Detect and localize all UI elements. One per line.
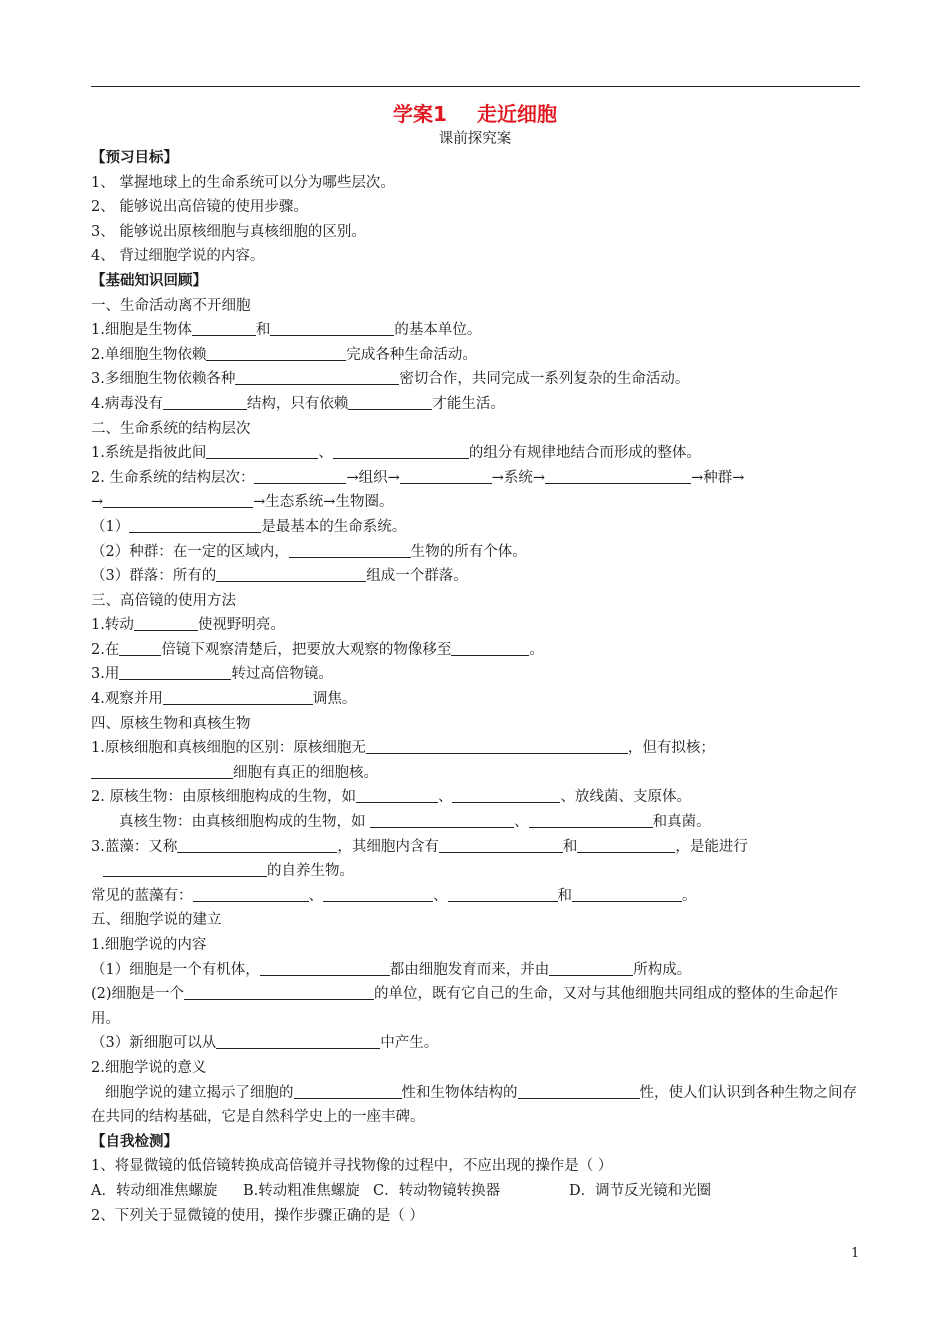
answer-blank[interactable] (119, 663, 231, 680)
fill-line: 2.在 倍镜下观察清楚后，把要放大观察的物像移至 。 (91, 638, 861, 663)
answer-blank[interactable] (356, 786, 438, 803)
fill-line: 真核生物：由真核细胞构成的生物，如 、 和真菌。 (91, 810, 861, 835)
fill-line: 2. 生命系统的结构层次： →组织→ →系统→ →种群→ (91, 466, 861, 491)
document-body (91, 146, 861, 1228)
sub-title: 1.细胞学说的内容 (91, 937, 207, 953)
answer-blank[interactable] (216, 565, 366, 582)
answer-blank[interactable] (177, 836, 337, 853)
answer-blank[interactable] (192, 319, 256, 336)
fill-line: 3.用 转过高倍物镜。 (91, 662, 861, 687)
fill-line: (2)细胞是一个 的单位，既有它自己的生命，又对与其他细胞共同组成的整体的生命起作用。 (91, 982, 861, 1031)
goal-item: 2、 能够说出高倍镜的使用步骤。 (91, 199, 308, 216)
part-title: 二、生命系统的结构层次 (91, 420, 251, 437)
part-title: 一、生命活动离不开细胞 (91, 297, 251, 314)
question: 1、将显微镜的低倍镜转换成高倍镜并寻找物像的过程中，不应出现的操作是（ ） (91, 1158, 613, 1175)
answer-blank[interactable] (366, 737, 628, 754)
fill-line: 2. 原核生物：由原核细胞构成的生物，如 、 、放线菌、支原体。 (91, 785, 861, 810)
answer-blank[interactable] (518, 1082, 640, 1099)
answer-blank[interactable] (103, 491, 253, 508)
answer-blank[interactable] (235, 368, 399, 385)
answer-blank[interactable] (439, 836, 563, 853)
page-title: 学案1 走近细胞 (393, 102, 557, 126)
question: 2、下列关于显微镜的使用，操作步骤正确的是（ ） (91, 1207, 424, 1224)
fill-line: （3）群落：所有的 组成一个群落。 (91, 564, 861, 589)
answer-blank[interactable] (260, 959, 390, 976)
answer-blank[interactable] (163, 393, 247, 410)
answer-blank[interactable] (323, 885, 433, 902)
goal-item: 4、 背过细胞学说的内容。 (91, 248, 265, 265)
part-title: 四、原核生物和真核生物 (91, 715, 251, 732)
option-d[interactable]: D．调节反光镜和光圈 (569, 1182, 712, 1199)
part-title: 三、高倍镜的使用方法 (91, 592, 236, 609)
sub-title: 2.细胞学说的意义 (91, 1059, 207, 1076)
answer-blank[interactable] (333, 442, 469, 459)
answer-blank[interactable] (370, 811, 514, 828)
answer-blank[interactable] (348, 393, 432, 410)
answer-blank[interactable] (254, 467, 346, 484)
fill-line: → →生态系统→生物圈。 (91, 490, 861, 515)
fill-line: 细胞学说的建立揭示了细胞的 性和生物体结构的 性，使人们认识到各种生物之间存在共同的结构基础，它是自然科学史上的一座丰碑。 (91, 1081, 861, 1130)
fill-line: 1.细胞是生物体 和 的基本单位。 (91, 318, 861, 343)
section-heading-self-test: 【自我检测】 (91, 1133, 178, 1150)
fill-line: 3.多细胞生物依赖各种 密切合作，共同完成一系列复杂的生命活动。 (91, 367, 861, 392)
header-rule (91, 86, 860, 87)
goal-item: 1、 掌握地球上的生命系统可以分为哪些层次。 (91, 174, 395, 191)
answer-blank[interactable] (206, 344, 346, 361)
page-subtitle: 课前探究案 (438, 131, 512, 147)
answer-blank[interactable] (529, 811, 653, 828)
option-a[interactable]: A．转动细准焦螺旋 (91, 1182, 218, 1199)
answer-blank[interactable] (184, 983, 374, 1000)
section-heading-goals: 【预习目标】 (91, 150, 178, 166)
answer-blank[interactable] (134, 614, 198, 631)
fill-line: （1） 是最基本的生命系统。 (91, 515, 861, 540)
answer-blank[interactable] (400, 467, 492, 484)
fill-line: 3.蓝藻：又称 ，其细胞内含有 和 ，是能进行 (91, 835, 861, 860)
fill-line: 2.单细胞生物依赖 完成各种生命活动。 (91, 343, 861, 368)
fill-line: 4.观察并用 调焦。 (91, 687, 861, 712)
answer-blank[interactable] (270, 319, 394, 336)
answer-blank[interactable] (216, 1032, 380, 1049)
option-b[interactable]: B.转动粗准焦螺旋 (243, 1182, 360, 1199)
answer-blank[interactable] (103, 860, 267, 877)
answer-blank[interactable] (549, 959, 633, 976)
fill-line: 细胞有真正的细胞核。 (91, 761, 861, 786)
fill-line: 1.转动 使视野明亮。 (91, 613, 861, 638)
answer-blank[interactable] (193, 885, 309, 902)
answer-blank[interactable] (452, 786, 560, 803)
fill-line: 的自养生物。 (91, 859, 861, 884)
answer-blank[interactable] (129, 516, 261, 533)
fill-line: （2）种群：在一定的区域内， 生物的所有个体。 (91, 540, 861, 565)
fill-line: （3）新细胞可以从 中产生。 (91, 1031, 861, 1056)
answer-blank[interactable] (545, 467, 691, 484)
fill-line: 4.病毒没有 结构，只有依赖 才能生活。 (91, 392, 861, 417)
answer-blank[interactable] (572, 885, 682, 902)
fill-line: （1）细胞是一个有机体， 都由细胞发育而来，并由 所构成。 (91, 958, 861, 983)
answer-blank[interactable] (448, 885, 558, 902)
option-c[interactable]: C．转动物镜转换器 (373, 1182, 501, 1199)
part-title: 五、细胞学说的建立 (91, 912, 222, 929)
goal-item: 3、 能够说出原核细胞与真核细胞的区别。 (91, 223, 366, 240)
answer-blank[interactable] (119, 639, 161, 656)
answer-blank[interactable] (577, 836, 675, 853)
answer-blank[interactable] (91, 762, 233, 779)
fill-line: 1.原核细胞和真核细胞的区别：原核细胞无 ，但有拟核； (91, 736, 861, 761)
answer-blank[interactable] (451, 639, 529, 656)
answer-blank[interactable] (294, 1082, 402, 1099)
answer-blank[interactable] (289, 541, 411, 558)
page-number: 1 (851, 1246, 860, 1261)
answer-blank[interactable] (163, 688, 313, 705)
fill-line: 1.系统是指彼此间 、 的组分有规律地结合而形成的整体。 (91, 441, 861, 466)
question-options (91, 1179, 861, 1204)
answer-blank[interactable] (206, 442, 318, 459)
section-heading-review: 【基础知识回顾】 (91, 272, 207, 289)
fill-line: 常见的蓝藻有： 、 、 和 。 (91, 884, 861, 909)
